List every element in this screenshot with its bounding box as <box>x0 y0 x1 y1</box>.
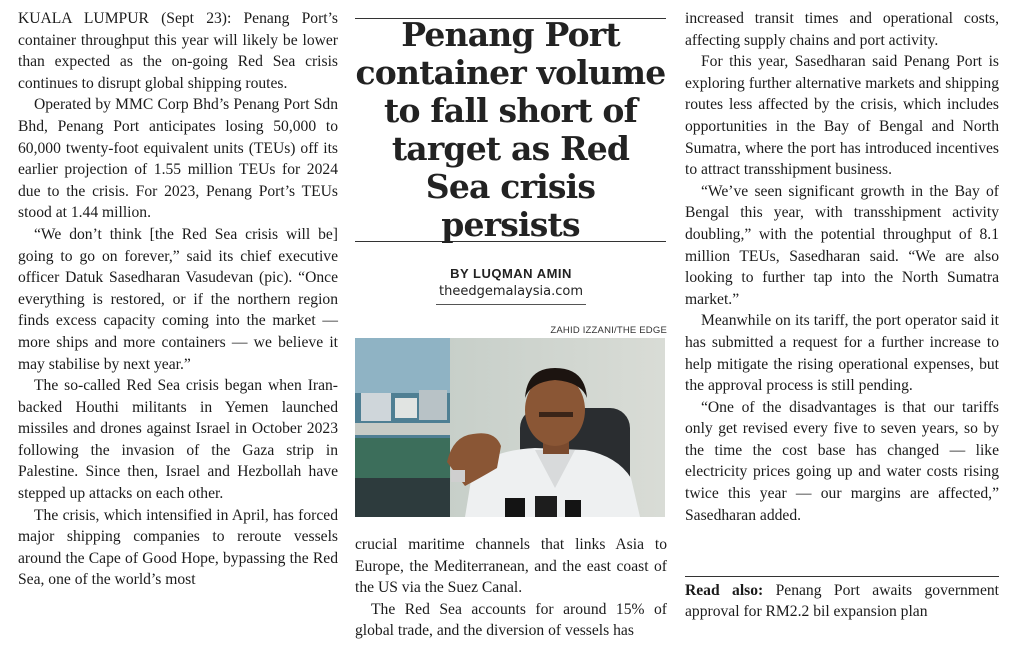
article-column-2 <box>355 534 667 642</box>
paragraph: For this year, Sasedharan said Penang Port is exploring further alternative markets and shipping routes less affected by the crisis, which includes opportunities in the Bay of Bengal and North Sumatra, where the port has introduced incentives to attract transshipment business. <box>685 53 999 179</box>
paragraph: The Red Sea accounts for around 15% of global trade, and the diversion of vessels has <box>355 600 667 640</box>
paragraph: The crisis, which intensified in April, has forced major shipping companies to reroute vessels around the Cape of Good Hope, bypassing the Red Sea, one of the world’s most <box>18 506 338 589</box>
article-column-1 <box>18 8 338 591</box>
read-also-link[interactable] <box>685 580 999 622</box>
website-link[interactable]: theedgemalaysia.com <box>439 284 583 299</box>
paragraph: The so-called Red Sea crisis began when Iran-backed Houthi militants in Yemen launched missiles and drones against Israel in October 2023 following the invasion of the Gaza strip in Palestine. Since then, Israel and Hezbollah have stepped up attacks on each other. <box>18 377 338 503</box>
paragraph: Meanwhile on its tariff, the port operator said it has submitted a request for a further increase to help mitigate the rising operational expenses, but the approval process is still pending. <box>685 312 999 395</box>
article-photo <box>355 338 665 517</box>
article-column-3 <box>685 8 999 526</box>
divider <box>685 576 999 577</box>
divider <box>436 304 586 305</box>
paragraph: KUALA LUMPUR (Sept 23): Penang Port’s container throughput this year will likely be lower than expected as the on-going Red Sea crisis continues to disrupt global shipping routes. <box>18 10 338 92</box>
byline: BY LUQMAN AMIN <box>450 266 572 281</box>
paragraph: Operated by MMC Corp Bhd’s Penang Port Sdn Bhd, Penang Port anticipates losing 50,000 to 60,000 twenty-foot equivalent units (TEUs) off its earlier projection of 1.55 million TEUs for 2024 due to the crisis. For 2023, Penang Port’s TEUs stood at 1.44 million. <box>18 96 338 222</box>
paragraph: increased transit times and operational costs, affecting supply chains and port activity. <box>685 10 999 49</box>
read-also-label: Read also: <box>685 582 764 599</box>
headline-block <box>355 15 666 244</box>
paragraph: “One of the disadvantages is that our tariffs only get revised every five to seven years, so by the time the cost base has changed — like electricity prices going up and water costs rising twice this year — our margins are affected,” Sasedharan added. <box>685 398 999 524</box>
paragraph: crucial maritime channels that links Asia to Europe, the Mediterranean, and the east coast of the US via the Suez Canal. <box>355 536 667 597</box>
page-title: Penang Port container volume to fall short of target as Red Sea crisis persists <box>355 15 666 244</box>
paragraph: “We’ve seen significant growth in the Bay of Bengal this year, with transshipment activity doubling,” with the potential throughput of 8.1 million TEUs, Sasedharan said. “We are also looking to further tap into the North Sumatra market.” <box>685 182 999 308</box>
paragraph: “We don’t think [the Red Sea crisis will be] going to go on forever,” said its chief executive officer Datuk Sasedharan Vasudevan (pic). “Once everything is restored, or if the northern region finds excess capacity coming into the market — more ships and more containers — we believe it may stabilise by next year.” <box>18 225 338 373</box>
read-also-text: Penang Port awaits government approval for RM2.2 bil expansion plan <box>685 582 999 620</box>
photo-credit: ZAHID IZZANI/THE EDGE <box>550 325 667 336</box>
